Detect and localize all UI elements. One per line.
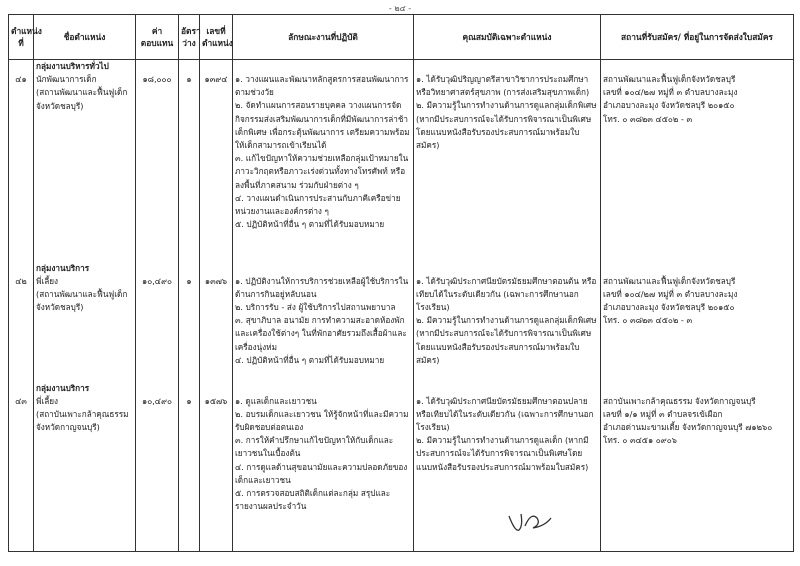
address-line: อำเภอบางละมุง จังหวัดชลบุรี ๒๐๑๕๐ xyxy=(603,100,735,111)
qualification-item: ๑. ได้รับวุฒิประกาศนียบัตรมัธยมศึกษาตอนต้น หรือเทียบได้ในระดับเดียวกัน (เฉพาะการศึกษานอกโรงเรียน) xyxy=(416,275,597,312)
vacancy: ๑ xyxy=(186,395,192,406)
address-line: อำเภอด่านมะขามเตี้ย จังหวัดกาญจนบุรี ๗๑๒๖๐ xyxy=(603,421,773,432)
address-line: สถาบันเพาะกล้าคุณธรรม จังหวัดกาญจนบุรี xyxy=(603,395,756,406)
page-number: - ๒๔ - xyxy=(388,4,412,13)
address-line: เลขที่ ๑๐๔/๒๗ หมู่ที่ ๓ ตำบลบางละมุง xyxy=(603,288,738,299)
header-salary: ค่าตอบแทน xyxy=(136,15,179,60)
duty-item: ๔. วางแผนดำเนินการประสานกับภาคีเครือข่ายหน่วยงานและองค์กรต่าง ๆ xyxy=(235,192,401,217)
header-no: ตำแหน่งที่ xyxy=(9,15,34,60)
position-number: ๑๕๗๖ xyxy=(204,395,228,406)
qualification-item: ๑. ได้รับวุฒิประกาศนียบัตรมัธยมศึกษาตอนปลาย หรือเทียบได้ในระดับเดียวกัน (เฉพาะการศึกษานอกโรงเรียน) xyxy=(416,395,594,432)
duty-item: ๑. วางแผนและพัฒนาหลักสูตรการสอนพัฒนาการตามช่วงวัย xyxy=(235,74,409,98)
header-vacancy: อัตราว่าง xyxy=(179,15,200,60)
duty-item: ๕. ปฏิบัติหน้าที่อื่น ๆ ตามที่ได้รับมอบหมาย xyxy=(235,219,385,230)
address-line: โทร. ๐ ๓๘๒๓ ๔๕๐๒ - ๓ xyxy=(603,113,693,124)
table-row xyxy=(9,262,794,382)
unit-name: (สถานพัฒนาและฟื้นฟูเด็กจังหวัดชลบุรี) xyxy=(36,87,128,111)
table-header xyxy=(9,15,794,60)
row-number: ๔๓ xyxy=(15,395,27,406)
position-number: ๑๓๙๔ xyxy=(204,74,228,84)
qualification-item: ๒. มีความรู้ในการทำงานด้านการดูแลกลุ่มเด็กพิเศษ (หากมีประสบการณ์จะได้รับการพิจารณาเป็นพิเศษโดยแนบหนังสือรับรองประสบการณ์มาพร้อมใบสมัคร) xyxy=(416,315,597,365)
duty-item: ๔. การดูแลด้านสุขอนามัยและความปลอดภัยของเด็กและเยาวชน xyxy=(235,461,408,485)
table-row xyxy=(9,382,794,552)
row-number: ๔๑ xyxy=(15,74,27,84)
qualification-item: ๑. ได้รับวุฒิปริญญาตรีสาขาวิชาการประถมศึกษา หรือวิทยาศาสตร์สุขภาพ (การส่งเสริมสุขภาพเด็ก) xyxy=(416,74,590,98)
header-duties: ลักษณะงานที่ปฏิบัติ xyxy=(233,15,414,60)
position-number: ๑๓๗๖ xyxy=(204,275,228,286)
table-row xyxy=(9,60,794,262)
address-line: โทร. ๐ ๓๔๕๑ ๐๙๐๖ xyxy=(603,435,677,446)
duty-item: ๑. ดูแลเด็กและเยาวชน xyxy=(235,395,317,406)
duty-item: ๓. แก้ไขปัญหาให้ความช่วยเหลือกลุ่มเป้าหมายในภาวะวิกฤตหรือภาวะเร่งด่วนทั้งทางโทรศัพท์ หรือลงพื้นที่ภาคสนาม ร่วมกับฝ่ายต่าง ๆ xyxy=(235,153,409,190)
row-number: ๔๒ xyxy=(15,275,27,286)
address-line: สถานพัฒนาและฟื้นฟูเด็กจังหวัดชลบุรี xyxy=(603,74,736,84)
address-line: เลขที่ ๑๐๔/๒๗ หมู่ที่ ๓ ตำบลบางละมุง xyxy=(603,87,738,98)
duty-item: ๑. ปฏิบัติงานให้การบริการช่วยเหลือผู้ใช้บริการในด้านการกินอยู่หลับนอน xyxy=(235,275,409,299)
group-name: กลุ่มงานบริการ xyxy=(36,382,90,393)
salary: ๑๐,๔๙๐ xyxy=(142,275,172,286)
header-qualifications: คุณสมบัติเฉพาะตำแหน่ง xyxy=(414,15,601,60)
duty-item: ๕. การตรวจสอบสถิติเด็กแต่ละกลุ่ม สรุปและรายงานผลประจำวัน xyxy=(235,487,391,512)
qualification-item: ๒. มีความรู้ในการทำงานด้านการดูแลกลุ่มเด็กพิเศษ (หากมีประสบการณ์จะได้รับการพิจารณาเป็นพิเศษโดยแนบหนังสือรับรองประสบการณ์มาพร้อมใบสมัคร) xyxy=(416,100,597,151)
vacancy: ๑ xyxy=(186,74,192,84)
address-line: เลขที่ ๑/๑ หมู่ที่ ๓ ตำบลจรเข้เผือก xyxy=(603,408,723,419)
duty-item: ๓. การให้คำปรึกษาแก้ไขปัญหาให้กับเด็กและเยาวชนในเบื้องต้น xyxy=(235,435,394,459)
group-name: กลุ่มงานบริการ xyxy=(36,262,90,273)
salary: ๑๐,๔๙๐ xyxy=(142,395,172,406)
salary: ๑๘,๐๐๐ xyxy=(142,74,172,84)
position-title: พี่เลี้ยง xyxy=(36,395,59,406)
group-name: กลุ่มงานบริหารทั่วไป xyxy=(36,61,109,71)
address-line: สถานพัฒนาและฟื้นฟูเด็กจังหวัดชลบุรี xyxy=(603,275,736,286)
duty-item: ๒. บริการรับ - ส่ง ผู้ใช้บริการไปสถานพยาบาล xyxy=(235,301,396,312)
duty-item: ๓. สุขาภิบาล อนามัย การทำความสะอาดห้องพักและเครื่องใช้ต่างๆ ในที่พักอาศัยรวมถึงเสื้อผ้าและเครื่องนุ่งห่ม xyxy=(235,315,407,352)
vacancy: ๑ xyxy=(186,275,192,286)
header-address: สถานที่รับสมัคร/ ที่อยู่ในการจัดส่งใบสมัคร xyxy=(601,15,794,60)
signature xyxy=(505,508,555,538)
address-line: โทร. ๐ ๓๘๒๓ ๔๕๐๒ - ๓ xyxy=(603,315,693,326)
unit-name: (สถานพัฒนาและฟื้นฟูเด็กจังหวัดชลบุรี) xyxy=(36,288,128,313)
header-title: ชื่อตำแหน่ง xyxy=(34,15,136,60)
duty-item: ๒. จัดทำแผนการสอนรายบุคคล วางแผนการจัดกิจกรรมส่งเสริมพัฒนาการเด็กที่มีพัฒนาการล่าช้า เด็กพิเศษ เพื่อกระตุ้นพัฒนาการ เตรียมความพร้อมให้เด็กสามารถเข้าเรียนได้ xyxy=(235,100,410,151)
header-position-no: เลขที่ตำแหน่ง xyxy=(200,15,233,60)
position-title: นักพัฒนาการเด็ก xyxy=(36,74,97,85)
duty-item: ๔. ปฏิบัติหน้าที่อื่น ๆ ตามที่ได้รับมอบหมาย xyxy=(235,354,385,365)
duty-item: ๒. อบรมเด็กและเยาวชน ให้รู้จักหน้าที่และมีความรับผิดชอบต่อตนเอง xyxy=(235,408,409,432)
job-positions-table xyxy=(8,14,794,552)
qualification-item: ๒. มีความรู้ในการทำงานด้านการดูแลเด็ก (หากมีประสบการณ์จะได้รับการพิจารณาเป็นพิเศษโดยแนบหนังสือรับรองประสบการณ์มาพร้อมใบสมัคร) xyxy=(416,435,589,472)
position-title: พี่เลี้ยง xyxy=(36,275,59,286)
unit-name: (สถาบันเพาะกล้าคุณธรรม จังหวัดกาญจนบุรี) xyxy=(36,408,129,433)
address-line: อำเภอบางละมุง จังหวัดชลบุรี ๒๐๑๕๐ xyxy=(603,301,735,312)
